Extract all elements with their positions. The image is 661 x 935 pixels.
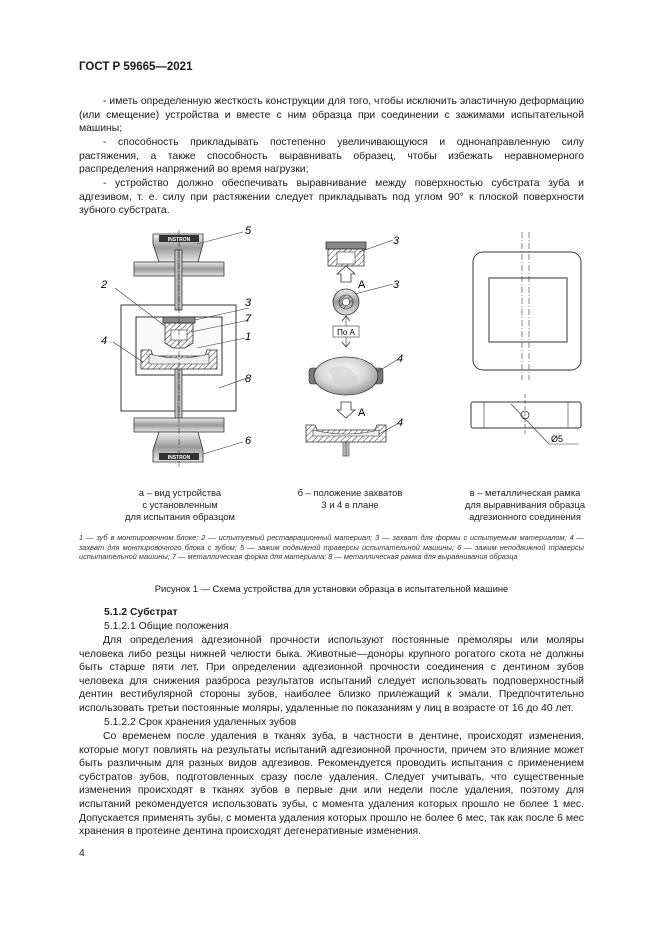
- figure-title: Рисунок 1 — Схема устройства для установки образца в испытательной машине: [154, 583, 509, 594]
- caption-a: а – вид устройства с установленным для испытания образцом: [125, 487, 235, 522]
- paragraph-2: Со временем после удаления в тканях зуба, в частности в дентине, происходят изменения, которые могут повлиять на результаты испытаний адгезионной прочности, причем это влияние может быть различным для разных видов адгезивов. Рекомендуется проводить испытания с применением субстратов зубов, подготовленных сразу после удаления. Следует учитывать, что существенные изменения происходят в тканях зубов в первые дни или недели после удаления, поэтому для испытаний рекомендуется использовать зубы, с момента удаления которых прошло не более 1 мес. Допускается применять зубы, с момента удаления которых прошло не более 6 мес, так как после 6 мес хранения в протеине дентина происходят дегенеративные изменения.: [79, 731, 584, 838]
- svg-text:А: А: [358, 279, 366, 291]
- bullet-2: - способность прикладывать постепенно увеличивающуюся и однонаправленную силу растяжения, а также способность выравнивать образец, чтобы избежать неравномерного распределения напряжений во время нагрузки;: [79, 137, 584, 176]
- label-6: 6: [245, 435, 252, 447]
- bullet-1: - иметь определенную жесткость конструкции для того, чтобы исключить эластичную деформацию (или смещение) устройства и вместе с ним образца при соединении с зажимами испытательной машины;: [79, 96, 584, 135]
- label-4: 4: [101, 335, 108, 347]
- svg-text:4: 4: [397, 417, 404, 429]
- svg-text:3: 3: [393, 235, 400, 247]
- paragraph-1: Для определения адгезионной прочности используют постоянные премоляры или моляры человека либо резцы нижней челюсти быка. Животные—доноры крупного рогатого скота не должны быть старше пяти лет. При определении адгезионной прочности соединения с дентином зубов человека для снижения разброса результатов испытаний следует использовать подповерхностный дентин вестибулярной стороны зубов, наиболее близко прилежащий к эмали. Предпочтительно использовать третьи постоянные моляры, удаленные по показаниям у лиц в возрасте от 16 до 40 лет.: [79, 635, 584, 714]
- subsection-1: 5.1.2.1 Общие положения: [104, 621, 229, 632]
- diagram-c: [471, 232, 581, 444]
- document-header: ГОСТ Р 59665—2021: [79, 61, 193, 73]
- label-2: 2: [101, 279, 108, 291]
- bullet-3: - устройство должно обеспечивать выравнивание между поверхностью субстрата зуба и адгезивом, т. е. силу при растяжении следует прикладывать под углом 90° к плоской поверхности зубного субстрата.: [79, 178, 584, 217]
- caption-c: в – металлическая рамка для выравнивания образца адгезионного соединения: [464, 487, 586, 522]
- label-8: 8: [245, 373, 252, 385]
- section-heading: 5.1.2 Субстрат: [104, 607, 178, 618]
- figure-legend: 1 — зуб в монтировочном блоке; 2 — испытуемый реставрационный материал; 3 — захват для формы с испытуемым материалом; 4 — захват для монтировочного блока с зубом; 5 — зажим подвижной траверсы испытательной машины; 6 — зажим неподвижной траверсы испытательной машины; 7 — металлическая форма для материала; 8 — металлическая рамка для выравнивания образца: [79, 533, 584, 562]
- page-number: 4: [79, 848, 85, 859]
- label-1: 1: [245, 331, 252, 343]
- label-3: 3: [245, 297, 252, 309]
- subsection-2: 5.1.2.2 Срок хранения удаленных зубов: [104, 717, 297, 728]
- figure-1: [79, 222, 589, 522]
- svg-text:А: А: [358, 407, 366, 419]
- diagram-b: [306, 235, 403, 456]
- svg-text:INSTRON: INSTRON: [167, 455, 191, 461]
- caption-b: б – положение захватов 3 и 4 в плане: [297, 487, 403, 510]
- label-5: 5: [245, 225, 252, 237]
- svg-text:4: 4: [397, 353, 404, 365]
- diameter-label: Ø5: [551, 434, 564, 444]
- label-7: 7: [245, 313, 252, 325]
- svg-text:INSTRON: INSTRON: [167, 237, 191, 243]
- svg-text:3: 3: [393, 279, 400, 291]
- diagram-a: [100, 225, 252, 467]
- svg-text:По А: По А: [337, 328, 355, 337]
